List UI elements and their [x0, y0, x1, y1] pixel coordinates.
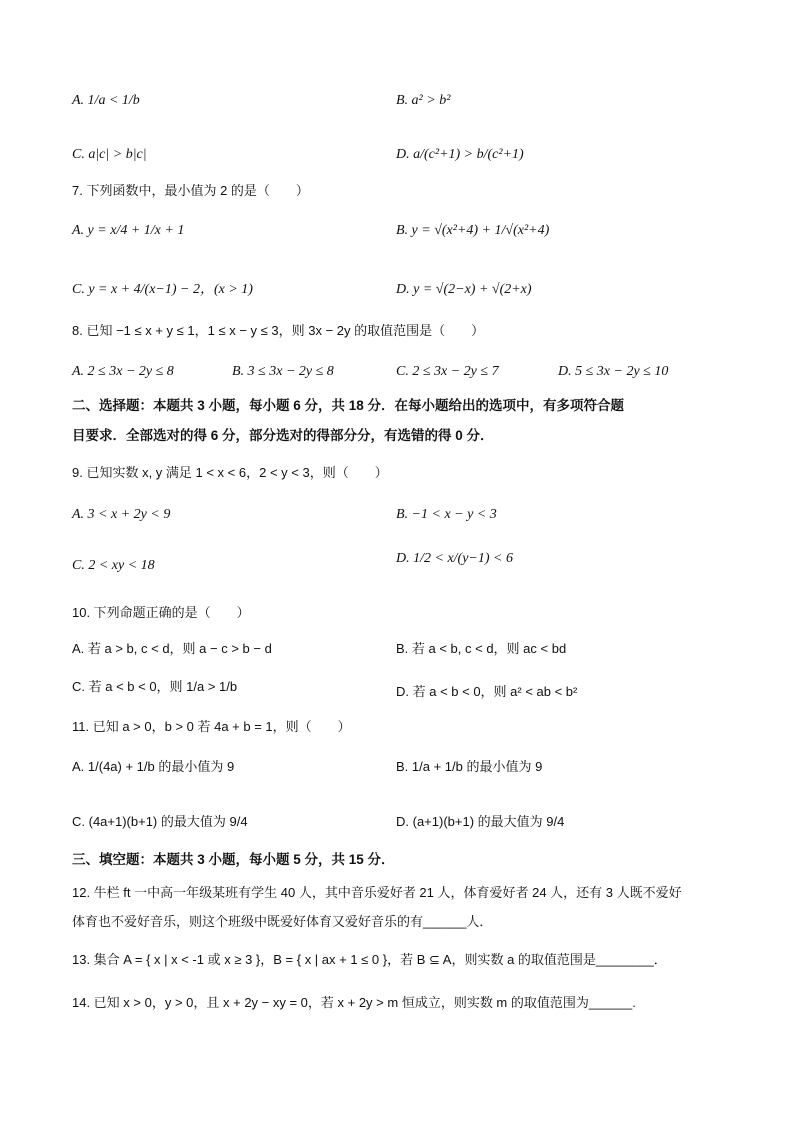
q9-option-a: A. 3 < x + 2y < 9 [72, 507, 171, 522]
q13-line1: 13. 集合 A = { x | x < -1 或 x ≥ 3 }，B = { x | ax + 1 ≤ 0 }，若 B ⊆ A，则实数 a 的取值范围是________． [72, 952, 667, 967]
section3-heading: 三、填空题：本题共 3 小题，每小题 5 分，共 15 分． [72, 852, 395, 867]
q7-option-a: A. y = x/4 + 1/x + 1 [72, 223, 185, 238]
q11-option-a: A. 1/(4a) + 1/b 的最小值为 9 [72, 759, 235, 774]
q10-stem: 10. 下列命题正确的是（ ） [72, 605, 250, 620]
q7-option-c: C. y = x + 4/(x−1) − 2，(x > 1) [72, 282, 253, 297]
q9-stem: 9. 已知实数 x, y 满足 1 < x < 6，2 < y < 3，则（ ） [72, 465, 388, 480]
section2-heading-line1: 二、选择题：本题共 3 小题，每小题 6 分，共 18 分．在每小题给出的选项中，有多项符合题 [72, 398, 625, 413]
q12-line1: 12. 牛栏 ft 一中高一年级某班有学生 40 人，其中音乐爱好者 21 人，体育爱好者 24 人，还有 3 人既不爱好 [72, 885, 682, 900]
q9-option-b: B. −1 < x − y < 3 [396, 507, 497, 522]
q9-option-d: D. 1/2 < x/(y−1) < 6 [396, 551, 513, 566]
q14-line1: 14. 已知 x > 0，y > 0，且 x + 2y − xy = 0，若 x + 2y > m 恒成立，则实数 m 的取值范围为______. [72, 995, 636, 1010]
q6-option-c: C. a|c| > b|c| [72, 147, 147, 162]
q9-option-c: C. 2 < xy < 18 [72, 558, 155, 573]
q10-option-d: D. 若 a < b < 0，则 a² < ab < b² [396, 684, 578, 699]
q6-option-a: A. 1/a < 1/b [72, 93, 140, 108]
q11-option-c: C. (4a+1)(b+1) 的最大值为 9/4 [72, 814, 248, 829]
q8-option-b: B. 3 ≤ 3x − 2y ≤ 8 [232, 364, 334, 379]
q7-option-b: B. y = √(x²+4) + 1/√(x²+4) [396, 223, 550, 238]
q10-option-a: A. 若 a > b, c < d，则 a − c > b − d [72, 641, 272, 656]
q7-option-d: D. y = √(2−x) + √(2+x) [396, 282, 532, 297]
q12-line2: 体育也不爱好音乐，则这个班级中既爱好体育又爱好音乐的有______人． [72, 914, 493, 929]
q10-option-b: B. 若 a < b, c < d，则 ac < bd [396, 641, 567, 656]
q11-option-b: B. 1/a + 1/b 的最小值为 9 [396, 759, 543, 774]
q8-option-d: D. 5 ≤ 3x − 2y ≤ 10 [558, 364, 669, 379]
q6-option-b: B. a² > b² [396, 93, 451, 108]
q11-stem: 11. 已知 a > 0，b > 0 若 4a + b = 1，则（ ） [72, 719, 351, 734]
q8-option-a: A. 2 ≤ 3x − 2y ≤ 8 [72, 364, 174, 379]
q7-stem: 7. 下列函数中，最小值为 2 的是（ ） [72, 183, 309, 198]
q11-option-d: D. (a+1)(b+1) 的最大值为 9/4 [396, 814, 565, 829]
q6-option-d: D. a/(c²+1) > b/(c²+1) [396, 147, 524, 162]
q8-option-c: C. 2 ≤ 3x − 2y ≤ 7 [396, 364, 499, 379]
q8-stem: 8. 已知 −1 ≤ x + y ≤ 1，1 ≤ x − y ≤ 3，则 3x − 2y 的取值范围是（ ） [72, 323, 485, 338]
section2-heading-line2: 目要求．全部选对的得 6 分，部分选对的得部分分，有选错的得 0 分． [72, 428, 494, 443]
q10-option-c: C. 若 a < b < 0，则 1/a > 1/b [72, 679, 238, 694]
